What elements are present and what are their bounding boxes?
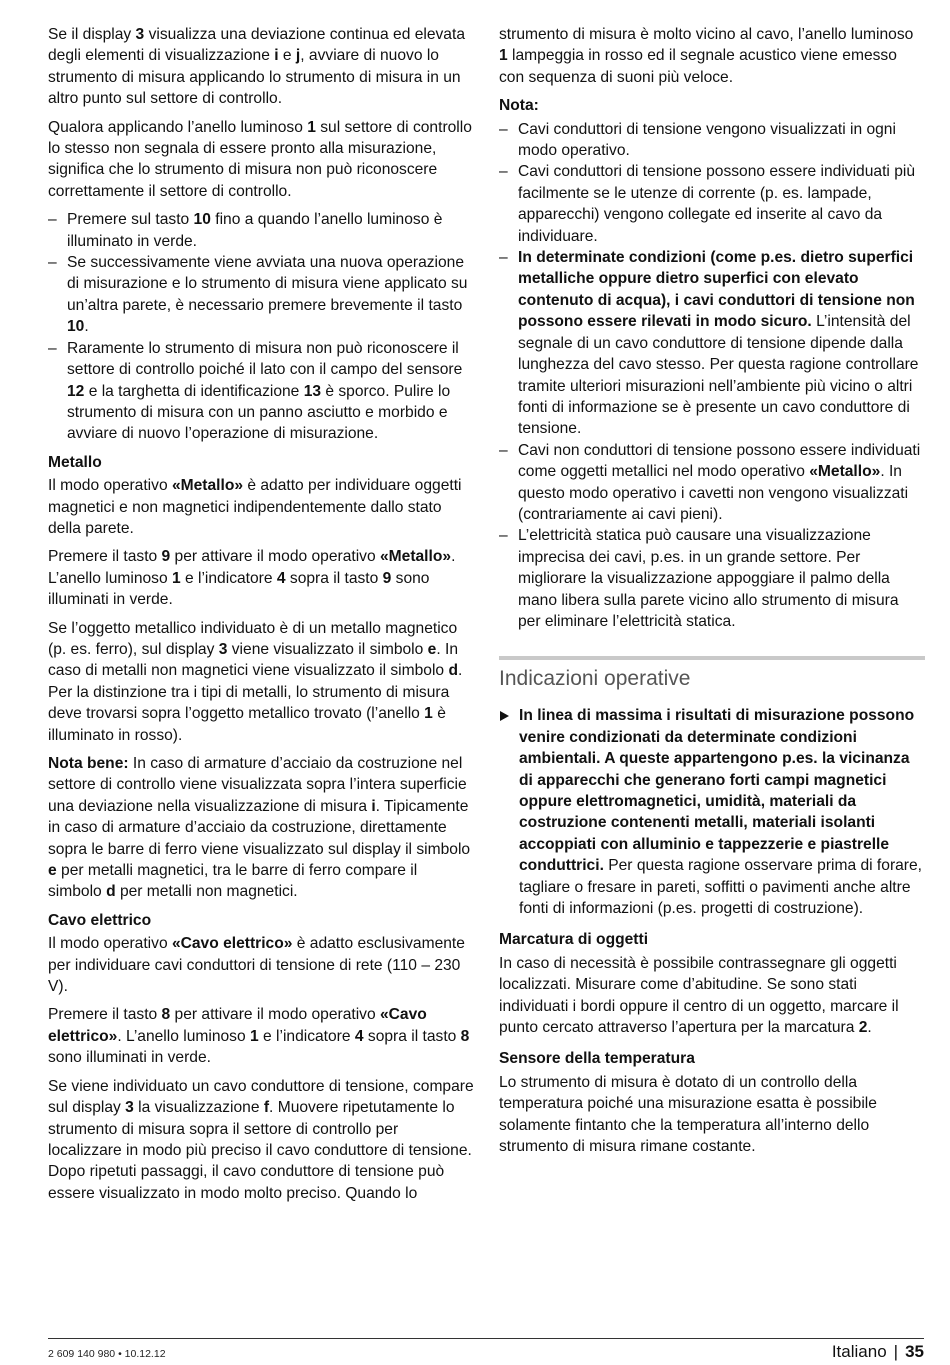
list-item: – In determinate condizioni (come p.es. dietro superfici metalliche oppure dietro superfici con elevato contenuto di acqua), i cavi conduttori di tensione non possono essere rilevati in modo sicuro. L’intensità del segnale di un cavo conduttore di tensione dipende dalla lunghezza del cavo stesso. Per questa ragione controllare tramite ulteriori misurazioni nell’ambiente più vicino o altri fonti di informazione se è presente un cavo conduttore di tensione. xyxy=(499,247,925,440)
paragraph-metallo-symbols: Se l’oggetto metallico individuato è di un metallo magnetico (p. es. ferro), sul display 3 viene visualizzato il simbolo e. In caso di metalli non magnetici viene visualizzato il simbolo d. Per la distinzione tra i tipi di metalli, lo strumento di misura deve trovarsi sopra l’oggetto metallico trovato (l’anello 1 è illuminato in rosso). xyxy=(48,619,463,744)
bold-text: f xyxy=(263,1099,270,1117)
bold-text: i xyxy=(274,47,279,65)
bold-text: d xyxy=(106,883,116,901)
footer-page-number: 35 xyxy=(905,1342,924,1361)
footer-rule xyxy=(48,1338,924,1339)
bold-text: 2 xyxy=(858,1019,868,1037)
bold-text: 10 xyxy=(67,318,85,336)
bold-text: 13 xyxy=(303,382,322,400)
paragraph-marcatura: In caso di necessità è possibile contrassegnare gli oggetti localizzati. Misurare come d’abitudine. Se sono stati individuati i bordi oppure il centro di un oggetto, marcare il punto cercato attraverso l’apertura per la marcatura 2. xyxy=(499,954,899,1037)
left-column xyxy=(48,24,474,1211)
bold-text: «Metallo» xyxy=(809,463,881,481)
list-item: – Cavi non conduttori di tensione possono essere individuati come oggetti metallici nel modo operativo «Metallo». In questo modo operativo i cavetti non vengono visualizzati (contrariamente ai cavi pieni). xyxy=(499,440,925,526)
paragraph-cavo-mode: Il modo operativo «Cavo elettrico» è adatto esclusivamente per individuare cavi conduttori di tensione di rete (110 – 230 V). xyxy=(48,935,465,996)
list-item: – Se successivamente viene avviata una nuova operazione di misurazione e lo strumento di misura viene applicato su un’altra parete, è necessario premere brevemente il tasto 10. xyxy=(48,252,474,338)
bold-text: 3 xyxy=(125,1099,134,1117)
footer-separator: | xyxy=(893,1342,899,1361)
list-item: – Cavi conduttori di tensione vengono visualizzati in ogni modo operativo. xyxy=(499,119,925,162)
bold-text: «Cavo elettrico» xyxy=(48,1006,427,1045)
bold-text: e xyxy=(48,862,57,880)
bold-text: 3 xyxy=(135,26,145,43)
bold-text: 8 xyxy=(460,1027,470,1045)
bold-text: In determinate condizioni (come p.es. dietro superfici metalliche oppure dietro superfici con elevato contenuto di acqua), i cavi conduttori di tensione non possono essere rilevati in modo sicuro. xyxy=(518,249,915,331)
right-column xyxy=(499,24,925,1165)
list-item: – Cavi conduttori di tensione possono essere individuati più facilmente se le utenze di corrente (p. es. lampade, apparecchi) vengono collegate ed inserite al cavo da individuare. xyxy=(499,161,925,247)
bold-text: 1 xyxy=(499,47,508,65)
paragraph-cavo-detect: Se viene individuato un cavo conduttore di tensione, compare sul display 3 la visualizzazione f. Muovere ripetutamente lo strumento di misura sopra il settore di controllo per localizzare in modo più preciso il cavo conduttore di tensione. Dopo ripetuti passaggi, il cavo conduttore di tensione può essere visualizzato in modo molto preciso. Quando lo xyxy=(48,1077,474,1202)
triangle-bullet-icon xyxy=(500,711,509,721)
bold-text: 10 xyxy=(193,211,211,229)
bold-text: 9 xyxy=(161,548,171,566)
paragraph-metallo-mode: Il modo operativo «Metallo» è adatto per individuare oggetti magnetici e non magnetici indipendentemente dallo stato della parete. xyxy=(48,477,462,537)
bold-text: 9 xyxy=(382,569,392,587)
list-item: – L’elettricità statica può causare una visualizzazione imprecisa dei cavi, p.es. in un grande settore. Per migliorare la visualizzazione appoggiare il palmo della mano libera sulla parete vicino allo strumento di misura per eliminare l’elettricità statica. xyxy=(499,525,925,632)
heading-nota: Nota: xyxy=(499,97,539,115)
bold-text: 4 xyxy=(354,1027,364,1045)
list-item: – Premere sul tasto 10 fino a quando l’anello luminoso è illuminato in verde. xyxy=(48,209,474,252)
bold-text: e xyxy=(427,640,437,658)
bold-text: 1 xyxy=(249,1027,259,1045)
footer-doc-code: 2 609 140 980 • 10.12.12 xyxy=(48,1348,166,1360)
bold-text: Nota bene: xyxy=(48,755,129,772)
arrow-bullet-item xyxy=(499,705,925,919)
bold-text: j xyxy=(295,47,301,65)
paragraph-metallo-note: Nota bene: In caso di armature d’acciaio da costruzione nel settore di controllo viene visualizzata sopra l’intera superficie una deviazione nella visualizzazione di misura i. Tipicamente in caso di armature d’acciaio da costruzione, direttamente sopra le barre di ferro viene visualizzato sul display il simbolo e per metalli magnetici, tra le barre di ferro compare il simbolo d per metalli non magnetici. xyxy=(48,755,471,901)
bold-text: «Metallo» xyxy=(171,477,244,495)
paragraph-continuation: strumento di misura è molto vicino al cavo, l’anello luminoso 1 lampeggia in rosso ed il segnale acustico viene emesso con sequenza di suoni più veloce. xyxy=(499,26,914,86)
heading-sensore: Sensore della temperatura xyxy=(499,1050,695,1068)
dash-list-recalibration xyxy=(48,209,474,444)
footer-page-label xyxy=(832,1342,924,1362)
bold-text: «Cavo elettrico» xyxy=(171,935,293,953)
bold-text: 1 xyxy=(171,569,181,587)
bold-text: 1 xyxy=(424,705,433,723)
section-title: Indicazioni operative xyxy=(499,667,691,691)
section-divider xyxy=(499,656,925,660)
paragraph-metallo-activate: Premere il tasto 9 per attivare il modo operativo «Metallo». L’anello luminoso 1 e l’indicatore 4 sopra il tasto 9 sono illuminati in verde. xyxy=(48,548,456,609)
dash-list-notes xyxy=(499,119,925,633)
paragraph-display-deviation: Se il display 3 visualizza una deviazione continua ed elevata degli elementi di visualizzazione i e j, avviare di nuovo lo strumento di misura applicando lo strumento di misura in un altro punto sul settore di controllo. xyxy=(48,26,465,108)
list-item: – Raramente lo strumento di misura non può riconoscere il settore di controllo poiché il lato con il campo del sensore 12 e la targhetta di identificazione 13 è sporco. Pulire lo strumento di misura con un panno asciutto e morbido e avviare di nuovo l’operazione di misurazione. xyxy=(48,338,474,445)
bold-text: «Metallo» xyxy=(379,548,452,566)
bold-text: 12 xyxy=(67,382,85,400)
heading-metallo: Metallo xyxy=(48,453,102,471)
paragraph-cavo-activate: Premere il tasto 8 per attivare il modo operativo «Cavo elettrico». L’anello luminoso 1 e l’indicatore 4 sopra il tasto 8 sono illuminati in verde. xyxy=(48,1006,470,1067)
paragraph-control-sector: Qualora applicando l’anello luminoso 1 sul settore di controllo lo stesso non segnala di essere pronto alla misurazione, significa che lo strumento di misura non può riconoscere correttamente il settore di controllo. xyxy=(48,118,472,200)
bold-text: i xyxy=(371,797,376,815)
bold-text: In linea di massima i risultati di misurazione possono venire condizionati da determinate condizioni ambientali. A queste appartengono p.es. la vicinanza di apparecchi che generano forti campi magnetici oppure elettromagnetici, umidità, materiali da costruzione contenenti metalli, materiali isolanti accoppiati con alluminio e tappezzerie e piastrelle conduttrici. xyxy=(519,707,915,875)
footer-language: Italiano xyxy=(831,1342,887,1361)
heading-marcatura: Marcatura di oggetti xyxy=(499,931,649,949)
bold-text: d xyxy=(448,662,458,680)
bold-text: 1 xyxy=(307,118,316,136)
bold-text: 4 xyxy=(276,569,286,587)
bold-text: 8 xyxy=(161,1006,171,1024)
paragraph-sensore: Lo strumento di misura è dotato di un controllo della temperatura poiché una misurazione esatta è possibile solamente fintanto che la temperatura all’interno dello strumento di misura rimane costante. xyxy=(499,1073,877,1156)
bold-text: 3 xyxy=(218,640,228,658)
heading-cavo-elettrico: Cavo elettrico xyxy=(48,911,152,929)
arrow-bullet-text: In linea di massima i risultati di misurazione possono venire condizionati da determinate condizioni ambientali. A queste appartengono p.es. la vicinanza di apparecchi che generano forti campi magnetici oppure elettromagnetici, umidità, materiali da costruzione contenenti metalli, materiali isolanti accoppiati con alluminio e tappezzerie e piastrelle conduttrici. Per questa ragione osservare prima di forare, tagliare o fresare in pareti, soffitti o pavimenti anche altre fonti di informazioni (p.es. progetti di costruzione). xyxy=(519,707,923,918)
